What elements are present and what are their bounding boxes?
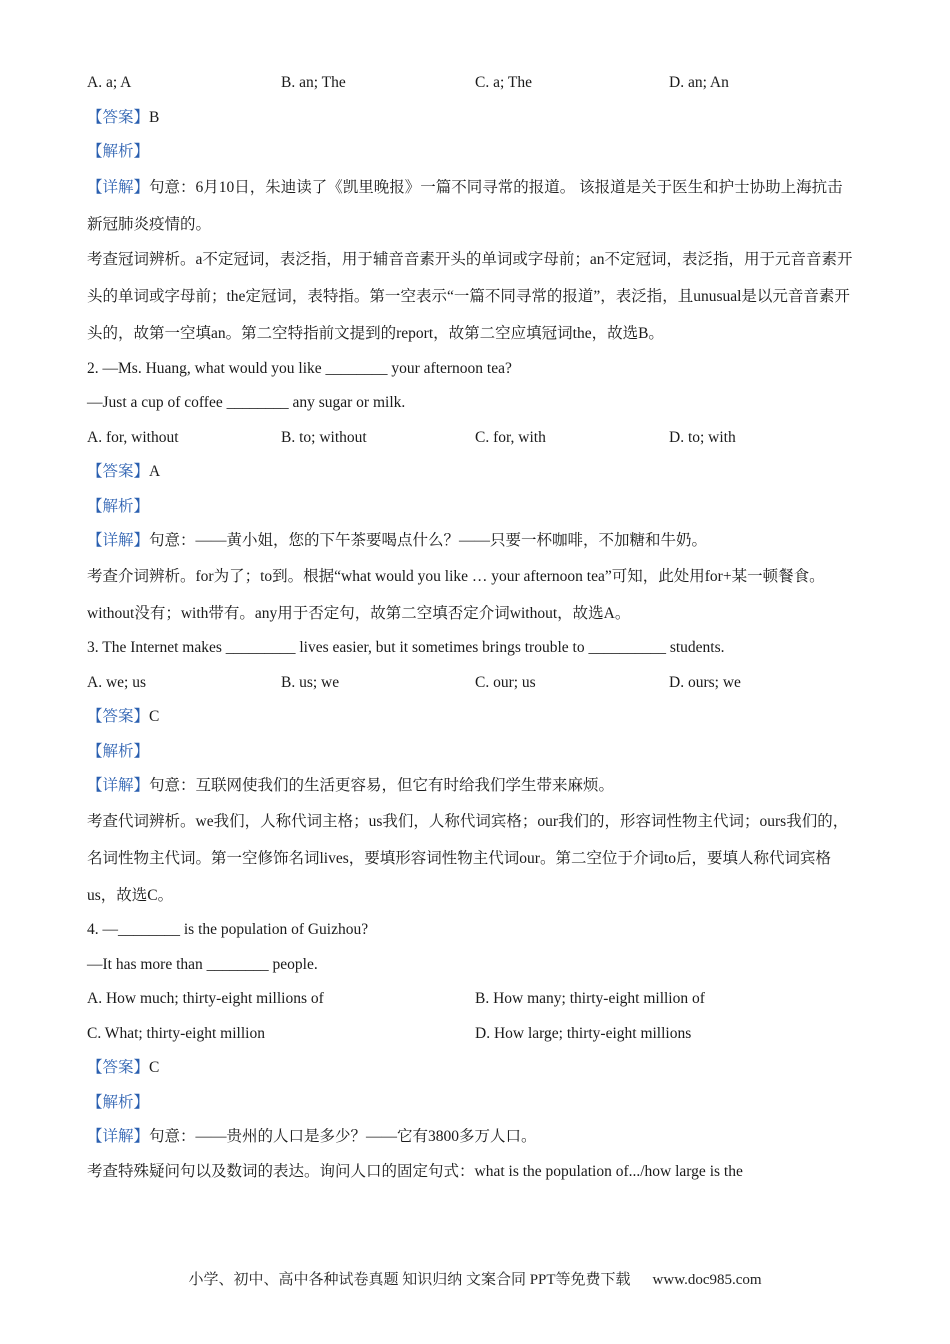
q3-analysis — [87, 741, 857, 763]
detail-tag: 【详解】 — [87, 178, 150, 196]
q3-option-a: A. we; us — [87, 673, 146, 691]
q1-answer — [87, 107, 857, 129]
footer-text: 小学、初中、高中各种试卷真题 知识归纳 文案合同 PPT等免费下载 — [188, 1272, 631, 1288]
answer-value: C — [149, 1059, 160, 1076]
q4-explain: 考查特殊疑问句以及数词的表达。询问人口的固定句式：what is the population of.../how large is the — [87, 1162, 743, 1180]
detail-text: 句意：互联网使我们的生活更容易，但它有时给我们学生带来麻烦。 — [149, 777, 615, 794]
answer-tag: 【答案】 — [87, 108, 150, 126]
q4-option-b: B. How many; thirty-eight million of — [475, 990, 705, 1007]
q2-option-c: C. for, with — [475, 428, 546, 446]
q4-detail — [87, 1126, 857, 1148]
q1-options — [87, 72, 857, 94]
q2-option-d: D. to; with — [669, 428, 736, 446]
q4-option-a: A. How much; thirty-eight millions of — [87, 990, 324, 1007]
q3-option-b: B. us; we — [281, 673, 340, 691]
q2-explain: 考查介词辨析。for为了；to到。根据“what would you like … your afternoon tea”可知，此处用for+某一顿餐食。without没有；with带有。any用于否定句，故第二空填否定介词without，故选A。 — [87, 567, 825, 622]
q4-stem-1: 4. —________ is the population of Guizhou? — [87, 921, 369, 938]
answer-tag: 【答案】 — [87, 708, 150, 725]
q4-option-d: D. How large; thirty-eight millions — [475, 1024, 692, 1042]
detail-text: 句意：——贵州的人口是多少？——它有3800多万人口。 — [149, 1128, 537, 1145]
q3-option-c: C. our; us — [475, 673, 536, 691]
detail-text: 句意：——黄小姐，您的下午茶要喝点什么？——只要一杯咖啡，不加糖和牛奶。 — [149, 532, 708, 549]
q3-explain: 考查代词辨析。we我们，人称代词主格；us我们，人称代词宾格；our我们的，形容词性物主代词；ours我们的，名词性物主代词。第一空修饰名词lives，要填形容词性物主代词our。第二空位于介词to后，要填人称代词宾格us，故选C。 — [87, 812, 849, 904]
answer-value: C — [149, 708, 160, 725]
q3-answer — [87, 706, 857, 728]
q1-option-c: C. a; The — [475, 74, 532, 91]
q3-detail — [87, 775, 857, 797]
q1-option-a: A. a; A — [87, 74, 132, 91]
document-page — [87, 72, 857, 1195]
q2-detail — [87, 530, 857, 552]
answer-tag: 【答案】 — [87, 1059, 150, 1076]
q2-analysis — [87, 496, 857, 518]
q1-option-d: D. an; An — [669, 74, 729, 91]
q1-detail — [87, 169, 857, 243]
q4-options-row-1 — [87, 988, 857, 1010]
analysis-tag: 【解析】 — [87, 143, 150, 160]
q4-stem-2: —It has more than ________ people. — [87, 955, 318, 973]
q4-answer — [87, 1057, 857, 1079]
q3-option-d: D. ours; we — [669, 673, 741, 691]
q1-analysis — [87, 141, 857, 163]
q2-option-b: B. to; without — [281, 428, 367, 446]
page-footer — [0, 1268, 950, 1289]
analysis-tag: 【解析】 — [87, 1093, 150, 1111]
q2-options — [87, 427, 857, 449]
q2-option-a: A. for, without — [87, 428, 179, 446]
q4-option-c: C. What; thirty-eight million — [87, 1024, 265, 1042]
q1-explain: 考查冠词辨析。a不定冠词，表泛指，用于辅音音素开头的单词或字母前；an不定冠词，表泛指，用于元音音素开头的单词或字母前；the定冠词，表特指。第一空表示“一篇不同寻常的报道”，表泛指，且unusual是以元音音素开头的，故第一空填an。第二空特指前文提到的report，故第二空应填冠词the，故选B。 — [87, 251, 853, 342]
analysis-tag: 【解析】 — [87, 742, 150, 760]
q3-options — [87, 672, 857, 694]
footer-link[interactable]: www.doc985.com — [652, 1272, 762, 1288]
detail-tag: 【详解】 — [87, 532, 150, 549]
detail-tag: 【详解】 — [87, 777, 150, 794]
answer-value: B — [149, 108, 160, 126]
q1-option-b: B. an; The — [281, 74, 346, 91]
answer-value: A — [149, 463, 161, 480]
q2-stem-2: —Just a cup of coffee ________ any sugar or milk. — [87, 394, 406, 411]
analysis-tag: 【解析】 — [87, 497, 150, 515]
q2-stem-1: 2. —Ms. Huang, what would you like ________ your afternoon tea? — [87, 359, 512, 377]
q4-options-row-2 — [87, 1023, 857, 1045]
q3-stem-1: 3. The Internet makes _________ lives easier, but it sometimes brings trouble to __________ students. — [87, 639, 725, 656]
q4-analysis — [87, 1092, 857, 1114]
detail-tag: 【详解】 — [87, 1128, 150, 1145]
detail-text: 句意：6月10日，朱迪读了《凯里晚报》一篇不同寻常的报道。 该报道是关于医生和护士协助上海抗击新冠肺炎疫情的。 — [87, 178, 843, 233]
answer-tag: 【答案】 — [87, 463, 150, 480]
q2-answer — [87, 461, 857, 483]
